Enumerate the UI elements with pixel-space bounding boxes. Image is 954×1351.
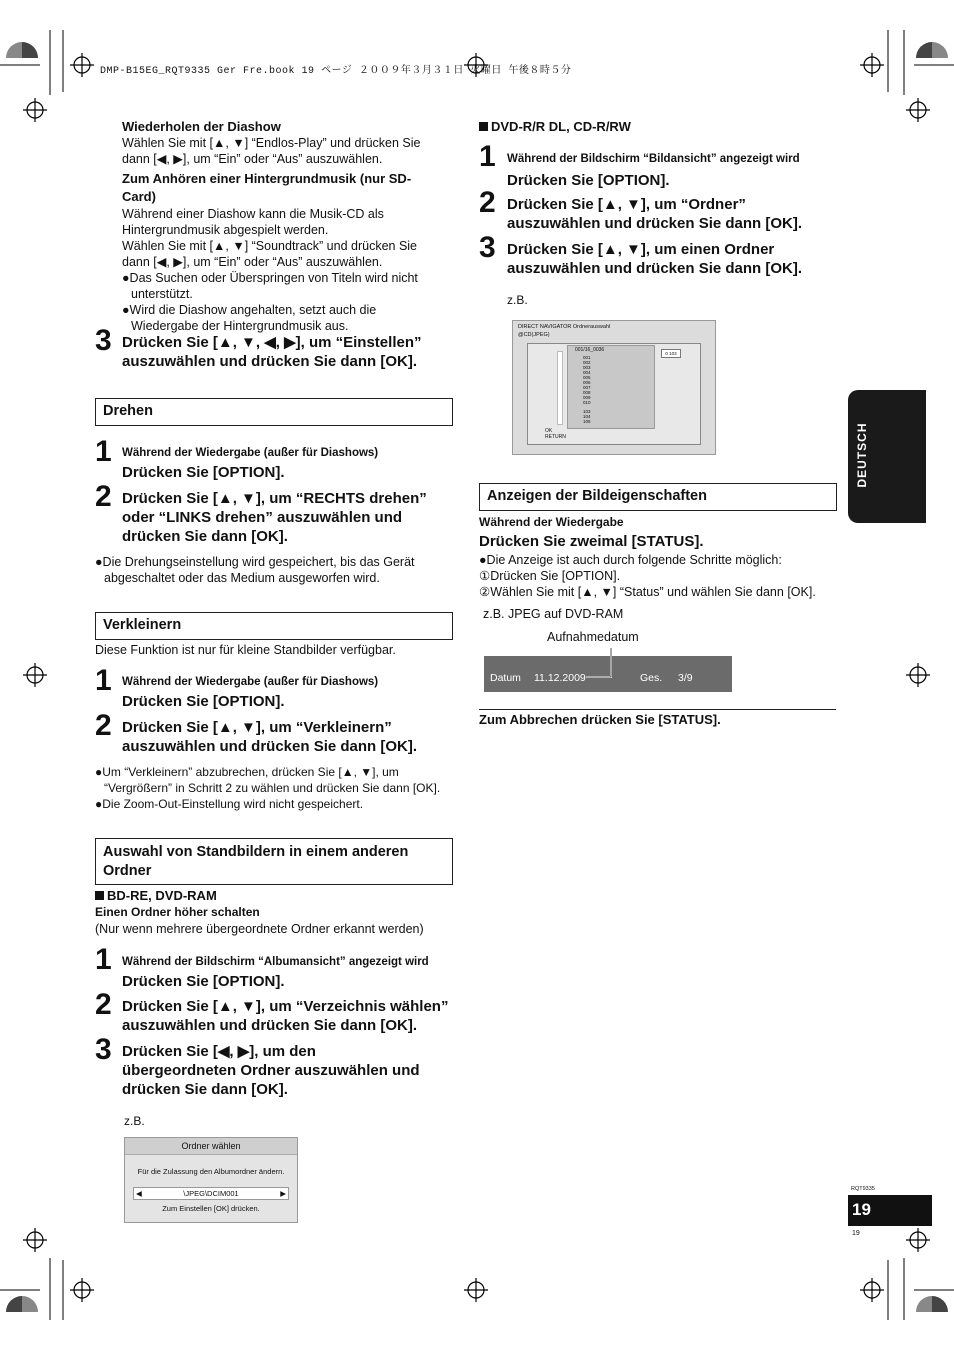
example-label: z.B. JPEG auf DVD-RAM bbox=[483, 607, 624, 621]
section-heading-drehen: Drehen bbox=[95, 398, 453, 426]
step-condition: Während der Wiedergabe (außer für Diashows) bbox=[122, 447, 379, 459]
callout-line bbox=[584, 644, 624, 684]
bullet-note: ●Die Drehungseinstellung wird gespeichert, bis das Gerät bbox=[95, 555, 415, 569]
section-heading-line: Ordner bbox=[103, 863, 152, 879]
media-label bbox=[95, 888, 217, 903]
folder-list-item[interactable]: 003 bbox=[583, 365, 591, 370]
folder-list-item[interactable]: 004 bbox=[583, 370, 591, 375]
section-heading-verkleinern: Verkleinern bbox=[95, 612, 453, 640]
ok-label: OK bbox=[545, 428, 553, 434]
folder-list-item[interactable]: 002 bbox=[583, 360, 591, 365]
step-text: übergeordneten Ordner auszuwählen und bbox=[122, 1062, 420, 1079]
folder-select-screen bbox=[124, 1137, 298, 1223]
step-text: auszuwählen und drücken Sie dann [OK]. bbox=[507, 215, 803, 232]
step-number: 2 bbox=[95, 709, 112, 742]
step-text: auszuwählen und drücken Sie dann [OK]. bbox=[122, 353, 418, 370]
music-bullet-1: ●Das Suchen oder Überspringen von Titeln wird nicht bbox=[122, 271, 418, 285]
page-number: 19 bbox=[852, 1200, 871, 1219]
direct-navigator-screen bbox=[512, 320, 716, 455]
subsection-title: Einen Ordner höher schalten bbox=[95, 905, 260, 919]
step-number: 3 bbox=[95, 1033, 112, 1066]
media-label-text: DVD-R/R DL, CD-R/RW bbox=[491, 119, 631, 134]
step-text: Drücken Sie [▲, ▼], um einen Ordner bbox=[507, 241, 775, 258]
step-text: auszuwählen und drücken Sie dann [OK]. bbox=[122, 738, 418, 755]
step-text: auszuwählen und drücken Sie dann [OK]. bbox=[507, 260, 803, 277]
step-number: 2 bbox=[479, 186, 496, 219]
arrow-right-icon: ▶ bbox=[280, 1189, 286, 1198]
repeat-title: Wiederholen der Diashow bbox=[122, 119, 281, 134]
screen-message: Für die Zulassung den Albumordner ändern. bbox=[137, 1167, 285, 1176]
step-number: 1 bbox=[95, 664, 112, 697]
circled-step: ②Wählen Sie mit [▲, ▼] “Status” und wählen Sie dann [OK]. bbox=[479, 585, 816, 599]
music-text-3: Wählen Sie mit [▲, ▼] “Soundtrack” und drücken Sie bbox=[122, 239, 418, 253]
circled-step: ①Drücken Sie [OPTION]. bbox=[479, 569, 621, 583]
bullet-note: ●Um “Verkleinern” abzubrechen, drücken Sie [▲, ▼], um bbox=[95, 765, 399, 779]
folder-list-item[interactable]: 010 bbox=[583, 400, 591, 405]
page-code: RQT9335 bbox=[851, 1186, 875, 1192]
folder-path-selector bbox=[133, 1187, 289, 1200]
music-bullet-1b: unterstützt. bbox=[131, 287, 193, 301]
screen-hint: Zum Einstellen [OK] drücken. bbox=[162, 1204, 260, 1213]
step-number: 1 bbox=[479, 140, 496, 173]
folder-list-item[interactable]: 009 bbox=[583, 395, 591, 400]
folder-list-item[interactable]: 007 bbox=[583, 385, 591, 390]
status-total-label: Ges. bbox=[640, 672, 663, 684]
square-bullet-icon bbox=[479, 122, 488, 131]
folder-list bbox=[583, 355, 591, 405]
folder-path: \JPEG\DCIM001 bbox=[183, 1189, 239, 1198]
media-label-text: BD-RE, DVD-RAM bbox=[107, 888, 217, 903]
step-condition: Während der Wiedergabe bbox=[479, 515, 624, 529]
section-heading-properties: Anzeigen der Bildeigenschaften bbox=[479, 483, 837, 511]
status-total-value: 3/9 bbox=[678, 672, 693, 684]
status-date-value: 11.12.2009 bbox=[534, 672, 586, 684]
folder-list-lower bbox=[583, 409, 591, 424]
step-text: Drücken Sie zweimal [STATUS]. bbox=[479, 533, 704, 550]
scroll-track bbox=[557, 351, 563, 425]
side-tab-label: DEUTSCH bbox=[855, 422, 869, 488]
bullet-note: ●Die Zoom-Out-Einstellung wird nicht gespeichert. bbox=[95, 797, 364, 811]
step-text: auszuwählen und drücken Sie dann [OK]. bbox=[122, 1017, 418, 1034]
step-condition: Während der Wiedergabe (außer für Diashows) bbox=[122, 676, 379, 688]
step-text: Drücken Sie [OPTION]. bbox=[507, 172, 670, 189]
step-condition: Während der Bildschirm “Albumansicht” angezeigt wird bbox=[122, 956, 429, 968]
section-heading-auswahl bbox=[95, 838, 453, 885]
bullet-note: abgeschaltet oder das Medium ausgeworfen wird. bbox=[104, 571, 380, 585]
step-condition: Während der Bildschirm “Bildansicht” angezeigt wird bbox=[507, 153, 800, 165]
step-number: 3 bbox=[479, 231, 496, 264]
music-title-1: Zum Anhören einer Hintergrundmusik (nur SD- bbox=[122, 171, 412, 186]
folder-list-item[interactable]: 001 bbox=[583, 355, 591, 360]
repeat-text-1: Wählen Sie mit [▲, ▼] “Endlos-Play” und drücken Sie bbox=[122, 136, 421, 150]
step-text: Drücken Sie [▲, ▼], um “Ordner” bbox=[507, 196, 746, 213]
step-text: Drücken Sie [OPTION]. bbox=[122, 973, 285, 990]
step-text: Drücken Sie [▲, ▼, ◀, ▶], um “Einstellen” bbox=[122, 334, 422, 351]
step-text: oder “LINKS drehen” auszuwählen und bbox=[122, 509, 403, 526]
repeat-text-2: dann [◀, ▶], um “Ein” oder “Aus” auszuwählen. bbox=[122, 152, 383, 166]
cancel-note: Zum Abbrechen drücken Sie [STATUS]. bbox=[479, 712, 721, 727]
folder-list-item[interactable]: 005 bbox=[583, 375, 591, 380]
callout-label: Aufnahmedatum bbox=[547, 630, 639, 644]
step-text: drücken Sie dann [OK]. bbox=[122, 528, 288, 545]
screen-title: DIRECT NAVIGATOR Ordnerauswahl bbox=[518, 324, 611, 330]
folder-list-item[interactable]: 104 bbox=[583, 414, 591, 419]
folder-list-item[interactable]: 105 bbox=[583, 419, 591, 424]
music-text-4: dann [◀, ▶], um “Ein” oder “Aus” auszuwählen. bbox=[122, 255, 383, 269]
step-text: drücken Sie dann [OK]. bbox=[122, 1081, 288, 1098]
screen-title-bar: Ordner wählen bbox=[125, 1138, 297, 1155]
step-text: Drücken Sie [◀, ▶], um den bbox=[122, 1043, 316, 1060]
step-text: Drücken Sie [OPTION]. bbox=[122, 464, 285, 481]
bullet-note: “Vergrößern” in Schritt 2 zu wählen und drücken Sie dann [OK]. bbox=[104, 781, 441, 795]
music-text-2: Hintergrundmusik abgespielt werden. bbox=[122, 223, 329, 237]
music-title-2: Card) bbox=[122, 189, 156, 204]
media-label bbox=[479, 119, 631, 134]
square-bullet-icon bbox=[95, 891, 104, 900]
page-number-small: 19 bbox=[852, 1230, 860, 1237]
step-text: Drücken Sie [OPTION]. bbox=[122, 693, 285, 710]
step-text: Drücken Sie [▲, ▼], um “RECHTS drehen” bbox=[122, 490, 427, 507]
step-number: 1 bbox=[95, 435, 112, 468]
divider bbox=[479, 709, 836, 710]
status-date-label: Datum bbox=[490, 672, 521, 684]
folder-list-item[interactable]: 006 bbox=[583, 380, 591, 385]
print-header: DMP-B15EG_RQT9335 Ger Fre.book 19 ページ ２００９年３月３１日 火曜日 午後８時５分 bbox=[100, 66, 572, 77]
folder-list-item[interactable]: 008 bbox=[583, 390, 591, 395]
folder-name: 001/16_0036 bbox=[575, 347, 605, 353]
music-bullet-2b: Wiedergabe der Hintergrundmusik aus. bbox=[131, 319, 349, 333]
step-text: Drücken Sie [▲, ▼], um “Verkleinern” bbox=[122, 719, 392, 736]
step-number: 2 bbox=[95, 480, 112, 513]
step-number: 2 bbox=[95, 988, 112, 1021]
music-text-1: Während einer Diashow kann die Musik-CD als bbox=[122, 207, 384, 221]
folder-list-panel bbox=[567, 345, 655, 429]
example-label: z.B. bbox=[124, 1114, 145, 1128]
arrow-left-icon: ◀ bbox=[136, 1189, 142, 1198]
step-text: Drücken Sie [▲, ▼], um “Verzeichnis wählen” bbox=[122, 998, 449, 1015]
bullet-note: ●Die Anzeige ist auch durch folgende Schritte möglich: bbox=[479, 553, 782, 567]
step-number: 1 bbox=[95, 943, 112, 976]
folder-list-item[interactable]: 103 bbox=[583, 409, 591, 414]
return-label: RETURN bbox=[545, 434, 566, 440]
example-label: z.B. bbox=[507, 293, 528, 307]
step-number: 3 bbox=[95, 324, 112, 357]
subsection-note: (Nur wenn mehrere übergeordnete Ordner erkannt werden) bbox=[95, 922, 424, 936]
section-intro: Diese Funktion ist nur für kleine Standbilder verfügbar. bbox=[95, 643, 396, 657]
screen-subtitle: @CD(JPEG) bbox=[518, 332, 550, 338]
music-bullet-2: ●Wird die Diashow angehalten, setzt auch die bbox=[122, 303, 377, 317]
section-heading-line: Auswahl von Standbildern in einem anderen bbox=[103, 844, 409, 860]
count-badge: 0 103 bbox=[661, 349, 681, 358]
